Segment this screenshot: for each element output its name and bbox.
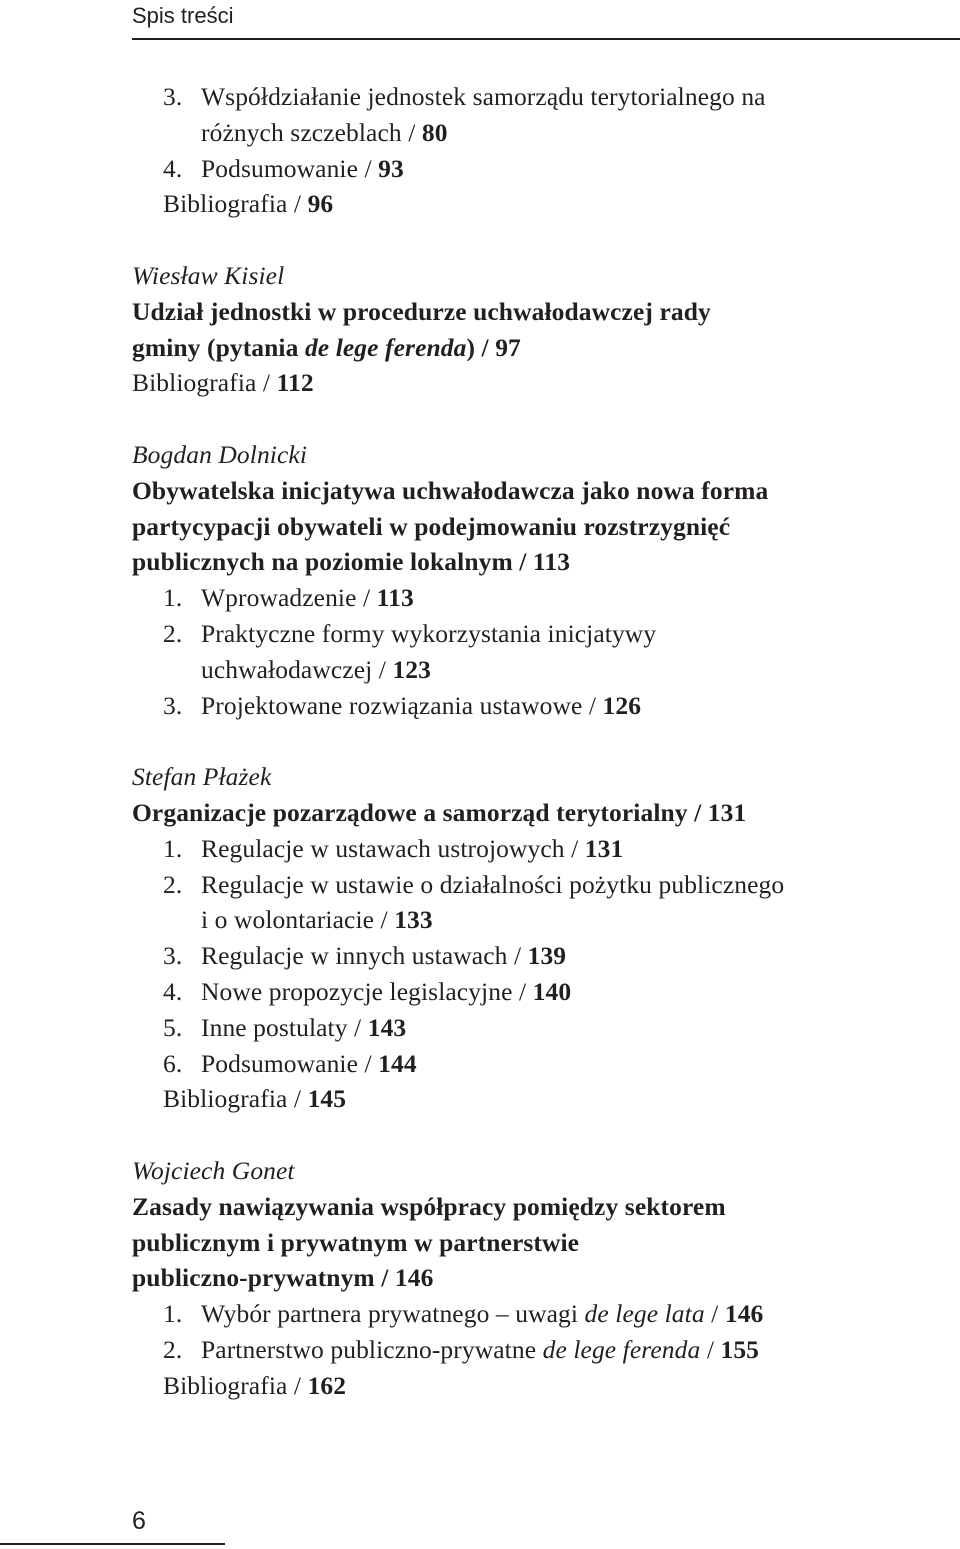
toc-section: 1. Regulacje w ustawach ustrojowych / 131 xyxy=(163,833,624,863)
page-ref: 143 xyxy=(367,1012,407,1042)
toc-section: 6. Podsumowanie / 144 xyxy=(163,1048,417,1078)
toc-chapter-title: publicznych na poziomie lokalnym / 113 xyxy=(132,547,571,577)
page-ref: 155 xyxy=(720,1334,760,1364)
toc-section: 2. Partnerstwo publiczno-prywatne de lege ferenda / 155 xyxy=(163,1334,760,1364)
running-head: Spis treści xyxy=(132,3,234,28)
toc-author: Bogdan Dolnicki xyxy=(132,439,308,469)
page-ref: 131 xyxy=(584,833,624,863)
toc-chapter-title: Zasady nawiązywania współpracy pomiędzy sektorem xyxy=(132,1191,726,1221)
toc-section: 4. Nowe propozycje legislacyjne / 140 xyxy=(163,976,572,1006)
page-ref: 146 xyxy=(724,1299,764,1329)
toc-chapter-title: partycypacji obywateli w podejmowaniu rozstrzygnięć xyxy=(132,511,731,541)
page-number: 6 xyxy=(132,1507,146,1535)
toc-section: 4. Podsumowanie / 93 xyxy=(163,153,404,183)
toc-section: 3. Współdziałanie jednostek samorządu terytorialnego na xyxy=(163,82,766,111)
toc-chapter-title: publiczno-prywatnym / 146 xyxy=(132,1263,434,1293)
page-ref: 126 xyxy=(602,690,642,720)
toc-section: 3. Regulacje w innych ustawach / 139 xyxy=(163,941,567,971)
toc-section: 1. Wprowadzenie / 113 xyxy=(163,583,414,613)
page-ref: 145 xyxy=(307,1084,347,1114)
page-ref: 113 xyxy=(376,583,414,613)
toc-bibliography: Bibliografia / 162 xyxy=(163,1370,347,1400)
toc-chapter-title: Organizacje pozarządowe a samorząd terytorialny / 131 xyxy=(132,797,747,827)
page-ref: 133 xyxy=(394,905,433,935)
toc-section: 2. Praktyczne formy wykorzystania inicjatywy xyxy=(163,618,657,648)
header-rule xyxy=(132,38,960,40)
toc-author: Wiesław Kisiel xyxy=(132,260,285,290)
toc-chapter-title: Obywatelska inicjatywa uchwałodawcza jako nowa forma xyxy=(132,475,769,505)
toc-section: 1. Wybór partnera prywatnego – uwagi de lege lata / 146 xyxy=(163,1299,764,1329)
table-of-contents xyxy=(132,79,932,1403)
toc-chapter-title: gminy (pytania de lege ferenda) / 97 xyxy=(132,332,521,362)
toc-bibliography: Bibliografia / 96 xyxy=(163,189,334,219)
page-ref: 96 xyxy=(307,189,334,219)
toc-section: 3. Projektowane rozwiązania ustawowe / 126 xyxy=(163,690,642,720)
toc-author: Stefan Płażek xyxy=(132,762,272,792)
page-ref: 123 xyxy=(392,654,432,684)
toc-bibliography: Bibliografia / 145 xyxy=(163,1084,347,1114)
page-ref: 162 xyxy=(307,1370,347,1400)
toc-section: 2. Regulacje w ustawie o działalności pożytku publicznego xyxy=(163,869,785,899)
page-ref: 144 xyxy=(378,1048,417,1078)
toc-section: 5. Inne postulaty / 143 xyxy=(163,1012,407,1042)
toc-section-cont: uchwałodawczej / 123 xyxy=(201,654,432,684)
toc-author: Wojciech Gonet xyxy=(132,1155,295,1185)
page-ref: 80 xyxy=(421,117,448,147)
toc-chapter-title: Udział jednostki w procedurze uchwałodawczej rady xyxy=(132,296,711,326)
toc-section-cont: różnych szczeblach / 80 xyxy=(201,117,448,147)
footer-rule xyxy=(0,1543,225,1545)
page-ref: 139 xyxy=(527,941,567,971)
page-ref: 140 xyxy=(532,976,572,1006)
toc-bibliography: Bibliografia / 112 xyxy=(132,368,314,398)
toc-section-cont: i o wolontariacie / 133 xyxy=(201,905,433,935)
page-ref: 112 xyxy=(276,368,314,398)
toc-chapter-title: publicznym i prywatnym w partnerstwie xyxy=(132,1227,580,1257)
page-ref: 93 xyxy=(378,153,404,183)
